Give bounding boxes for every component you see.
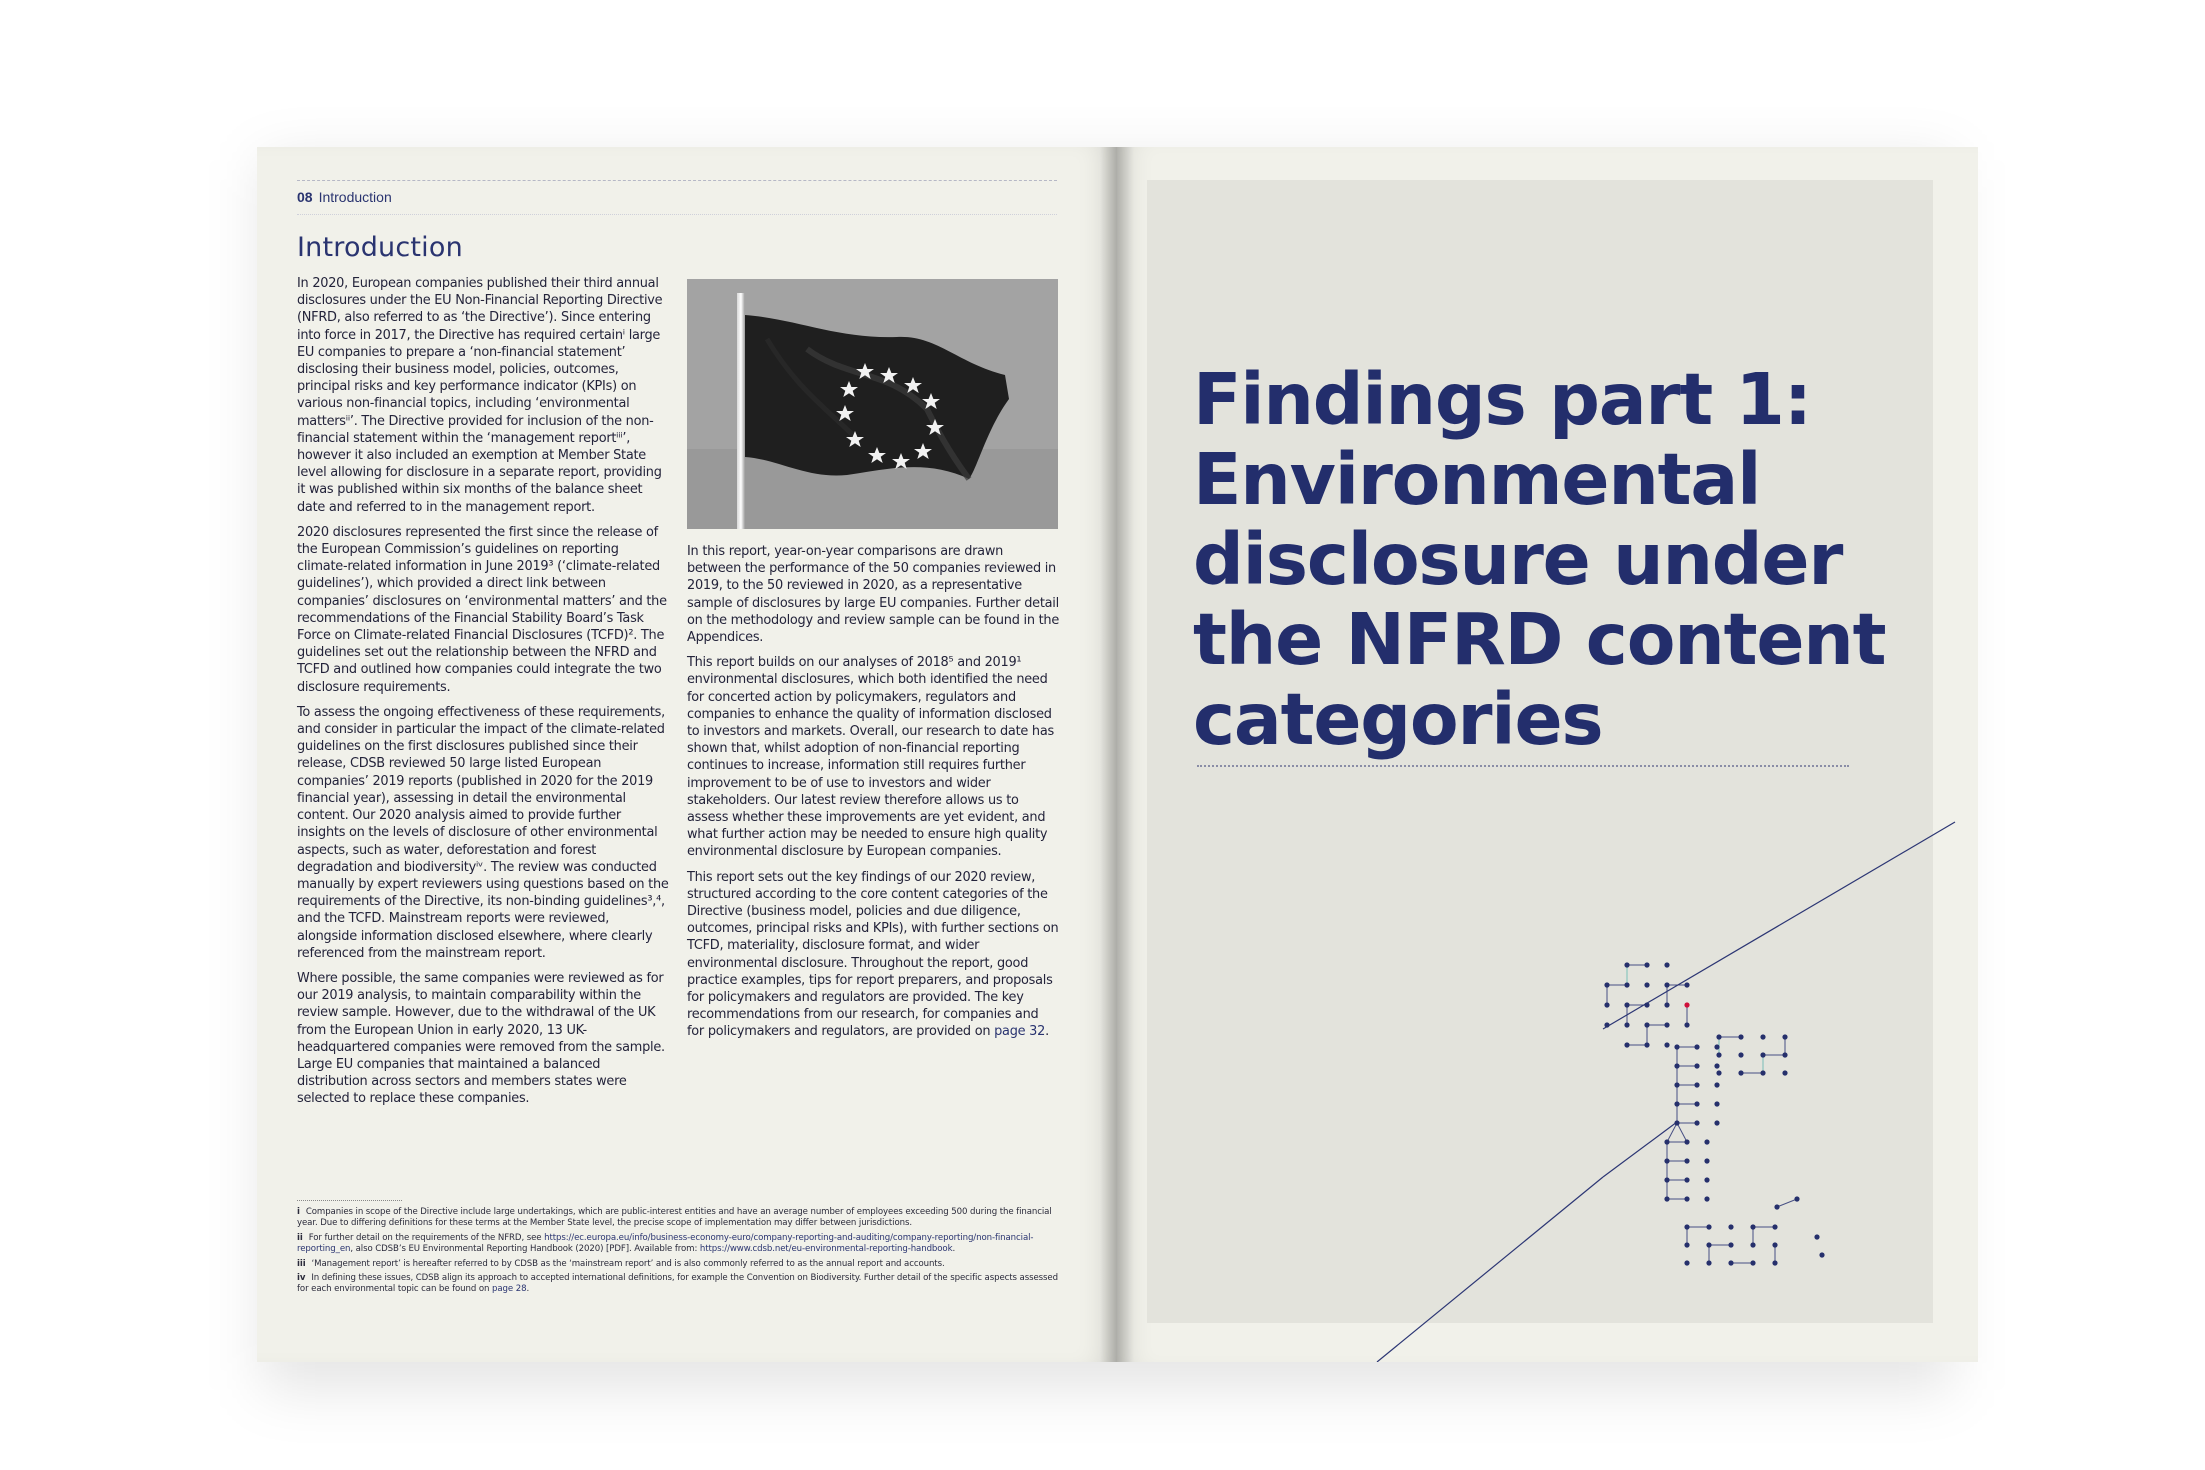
paragraph: This report builds on our analyses of 2018⁵ and 2019¹ environmental disclosures, which both identified the need for concerted action by policymakers, regulators and companies to enhance the quality of information disclosed to investors and markets. Overall, our research to date has shown that, whilst adoption of non-financial reporting continues to increase, information still requires further improvement to be of use to investors and wider stakeholders. Our latest review therefore allows us to assess whether these improvements are yet evident, and what further action may be needed to ensure high quality environmental disclosure by European companies. — [687, 655, 1054, 860]
network-dot — [1814, 1234, 1819, 1239]
diagonal-line — [1377, 1177, 1603, 1362]
diagonal-line — [1603, 1122, 1677, 1177]
network-dot — [1794, 1196, 1799, 1201]
network-dot — [1644, 1002, 1649, 1007]
network-dot — [1684, 1242, 1689, 1247]
page-number: 08 — [297, 189, 313, 205]
title-line: Environmental — [1193, 438, 1761, 521]
network-dot — [1644, 962, 1649, 967]
network-dot — [1738, 1034, 1743, 1039]
footnote-text: . — [526, 1284, 530, 1295]
book-gutter — [1100, 147, 1134, 1362]
network-dot — [1684, 1196, 1689, 1201]
network-dot — [1624, 1022, 1629, 1027]
network-dot — [1704, 1158, 1709, 1163]
network-dot — [1684, 1139, 1689, 1144]
footnote-rule — [297, 1200, 402, 1201]
footnote — [297, 1273, 1067, 1296]
network-dot — [1706, 1260, 1711, 1265]
network-dot — [1674, 1101, 1679, 1106]
network-dot — [1664, 1042, 1669, 1047]
header-rule-secondary — [297, 214, 1057, 215]
paragraph: 2020 disclosures represented the first since the release of the European Commission’s guidelines on reporting climate-related information in June 2019³ (‘climate-related guidelines’), which provided a direct link between companies’ disclosures on ‘environmental matters’ and the recommendations of the Financial Stability Board’s Task Force on Climate-related Financial Disclosures (TCFD)². The guidelines set out the relationship between the NFRD and TCFD and outlined how companies could integrate the two disclosure requirements. — [297, 524, 667, 695]
network-dot — [1714, 1120, 1719, 1125]
network-dot — [1704, 1177, 1709, 1182]
network-dot — [1716, 1070, 1721, 1075]
nfrd-link[interactable]: https://ec.europa.eu/info/business-economy-euro/company-reporting-and-auditing/company-reporting/non-financial-reporting_en — [297, 1232, 1034, 1255]
network-dot — [1664, 1158, 1669, 1163]
body-column-2 — [687, 543, 1059, 1049]
network-dot — [1728, 1224, 1733, 1229]
network-dot — [1716, 1034, 1721, 1039]
footnote — [297, 1207, 1067, 1230]
title-line: Findings part 1: — [1193, 358, 1811, 441]
network-dot — [1738, 1070, 1743, 1075]
network-dot — [1714, 1044, 1719, 1049]
network-dot — [1604, 1022, 1609, 1027]
network-dot — [1728, 1260, 1733, 1265]
network-dot — [1664, 962, 1669, 967]
paragraph: In this report, year-on-year comparisons are drawn between the performance of the 50 companies reviewed in 2019, to the 50 reviewed in 2020, as a representative sample of disclosures by large EU companies. Further detail on the methodology and review sample can be found in the Appendices. — [687, 544, 1060, 646]
network-dot — [1760, 1070, 1765, 1075]
eu-flag-photo — [687, 279, 1058, 529]
cdsb-handbook-link[interactable]: https://www.cdsb.net/eu-environmental-reporting-handbook — [699, 1244, 953, 1255]
network-dot — [1782, 1070, 1787, 1075]
footnote-text: , also CDSB’s EU Environmental Reporting Handbook (2020) [PDF]. Available from: — [350, 1244, 700, 1255]
footnote-text: For further detail on the requirements of the NFRD, see — [308, 1232, 545, 1243]
network-link — [1777, 1199, 1797, 1207]
section-title: Introduction — [297, 232, 463, 263]
network-dot — [1604, 982, 1609, 987]
footnote-mark: iv — [297, 1273, 306, 1284]
network-dot — [1664, 982, 1669, 987]
network-dot — [1728, 1242, 1733, 1247]
network-dot — [1750, 1242, 1755, 1247]
network-link — [1677, 1123, 1687, 1142]
network-dot — [1750, 1224, 1755, 1229]
left-page — [257, 147, 1117, 1362]
footnote — [297, 1259, 1067, 1270]
paragraph: In 2020, European companies published their third annual disclosures under the EU Non-Financial Reporting Directive (NFRD, also referred to as ‘the Directive’). Since entering into force in 2017, the Directive has required certainⁱ large EU companies to prepare a ‘non-financial statement’ disclosing their business model, policies, outcomes, principal risks and key performance indicator (KPIs) on various non-financial topics, including ‘environmental mattersⁱⁱ’. The Directive provided for inclusion of the non-financial statement within the ‘management reportⁱⁱⁱ’, however it also included an exemption at Member State level allowing for disclosure in a separate report, providing it was published within six months of the balance sheet date and referred to in the management report. — [297, 276, 663, 515]
network-dot — [1772, 1224, 1777, 1229]
eu-flag-illustration — [687, 279, 1058, 529]
footnote-text: Companies in scope of the Directive include large undertakings, which are public-interest entities and have an average number of employees exceeding 500 during the financial year. Due to differing definitions for these terms at the Member State level, the precise scope of implementation may differ between jurisdictions. — [297, 1207, 1052, 1229]
network-dot — [1644, 1022, 1649, 1027]
network-dot — [1760, 1034, 1765, 1039]
network-dot — [1706, 1224, 1711, 1229]
network-dot — [1644, 1042, 1649, 1047]
network-dot — [1694, 1120, 1699, 1125]
network-dot — [1664, 1139, 1669, 1144]
network-dot — [1714, 1063, 1719, 1068]
diagonal-line — [1603, 822, 1955, 1029]
network-dot — [1604, 1002, 1609, 1007]
network-dot — [1782, 1052, 1787, 1057]
network-dot — [1684, 1022, 1689, 1027]
network-dot — [1694, 1063, 1699, 1068]
body-column-1 — [297, 275, 672, 1116]
network-dot — [1674, 1082, 1679, 1087]
network-dot — [1684, 982, 1689, 987]
network-dot — [1704, 1139, 1709, 1144]
network-dot — [1772, 1242, 1777, 1247]
paragraph: This report sets out the key findings of our 2020 review, structured according to the core content categories of the Directive (business model, policies and due diligence, outcomes, principal risks and KPIs), with further sections on TCFD, materiality, disclosure format, and wider environmental disclosure. Throughout the report, good practice examples, tips for report preparers, and proposals for policymakers and regulators are provided. The key recommendations from our research, for companies and for policymakers and regulators, are provided on page 32. — [687, 869, 1059, 1040]
footnote-text: In defining these issues, CDSB align its approach to accepted international definitions, for example the Convention on Biodiversity. Further detail of the specific aspects assessed for each environmental topic can be found on — [297, 1273, 1058, 1295]
network-dot — [1760, 1052, 1765, 1057]
network-dot — [1664, 1196, 1669, 1201]
title-line: the NFRD content — [1193, 598, 1886, 681]
paragraph: Where possible, the same companies were reviewed as for our 2019 analysis, to maintain comparability within the review sample. However, due to the withdrawal of the UK from the European Union in early 2020, 13 UK-headquartered companies were removed from the sample. Large EU companies that maintained a balanced distribution across sectors and members states were selected to replace these companies. — [297, 970, 665, 1107]
right-page — [1117, 147, 1978, 1362]
network-dot — [1694, 1044, 1699, 1049]
network-dot — [1674, 1063, 1679, 1068]
network-dot — [1738, 1052, 1743, 1057]
network-dot — [1644, 982, 1649, 987]
network-dot — [1772, 1260, 1777, 1265]
running-head-title: Introduction — [318, 189, 392, 205]
network-dot — [1684, 1002, 1689, 1007]
paragraph-text: This report sets out the key findings of our 2020 review, structured according to the core content categories of the Directive (business model, policies and due diligence, outcomes, principal risks and KPIs), with further sections on TCFD, materiality, disclosure format, and wider environmental disclosure. Throughout the report, good practice examples, tips for report preparers, and proposals for policymakers and regulators are provided. The key recommendations from our research, for companies and for policymakers and regulators, are provided on — [687, 869, 1059, 1040]
title-line: disclosure under — [1193, 518, 1843, 601]
footnote-mark: ii — [297, 1232, 303, 1243]
paragraph: To assess the ongoing effectiveness of these requirements, and consider in particular the impact of the climate-related guidelines on the first disclosures published since their release, CDSB reviewed 50 large listed European companies’ 2019 reports (published in 2020 for the 2019 financial year), assessing in detail the environmental content. Our 2020 analysis aimed to provide further insights on the levels of disclosure of other environmental aspects, such as water, deforestation and forest degradation and biodiversityⁱᵛ. The review was conducted manually by expert reviewers using questions based on the requirements of the Directive, its non-binding guidelines³,⁴, and the TCFD. Mainstream reports were reviewed, alongside information disclosed elsewhere, where clearly referenced from the mainstream report. — [297, 704, 669, 961]
footnote-mark: iii — [297, 1258, 306, 1269]
cdsb-dot-network-logo — [1117, 147, 1978, 1362]
network-dot — [1750, 1260, 1755, 1265]
network-dot — [1706, 1242, 1711, 1247]
network-dot — [1819, 1252, 1824, 1257]
network-dot — [1782, 1034, 1787, 1039]
network-dot — [1694, 1101, 1699, 1106]
network-dot — [1624, 962, 1629, 967]
footnotes — [297, 1207, 1067, 1299]
network-dot — [1684, 1260, 1689, 1265]
network-dot — [1624, 1002, 1629, 1007]
footnote-text: ‘Management report’ is hereafter referred to by CDSB as the ‘mainstream report’ and is also commonly referred to as the annual report and accounts. — [311, 1258, 945, 1269]
network-dot — [1684, 1177, 1689, 1182]
network-dot — [1714, 1101, 1719, 1106]
page-32-link[interactable]: page 32 — [994, 1024, 1046, 1040]
footnote-mark: i — [297, 1207, 300, 1217]
network-dot — [1624, 982, 1629, 987]
network-dot — [1674, 1044, 1679, 1049]
network-dot — [1664, 1022, 1669, 1027]
network-dot — [1716, 1052, 1721, 1057]
page-28-link[interactable]: page 28 — [492, 1284, 527, 1295]
footnote — [297, 1233, 1067, 1256]
network-dot — [1704, 1196, 1709, 1201]
network-dot — [1674, 1120, 1679, 1125]
header-rule — [297, 180, 1057, 181]
network-dot — [1624, 1042, 1629, 1047]
network-dot — [1694, 1082, 1699, 1087]
network-dot — [1684, 1224, 1689, 1229]
footnote-text: . — [952, 1244, 956, 1255]
network-dot — [1664, 1177, 1669, 1182]
network-dot — [1714, 1082, 1719, 1087]
title-line: categories — [1193, 678, 1603, 761]
running-head — [297, 189, 392, 205]
network-dot — [1664, 1002, 1669, 1007]
network-dot — [1774, 1204, 1779, 1209]
network-dot — [1684, 1158, 1689, 1163]
